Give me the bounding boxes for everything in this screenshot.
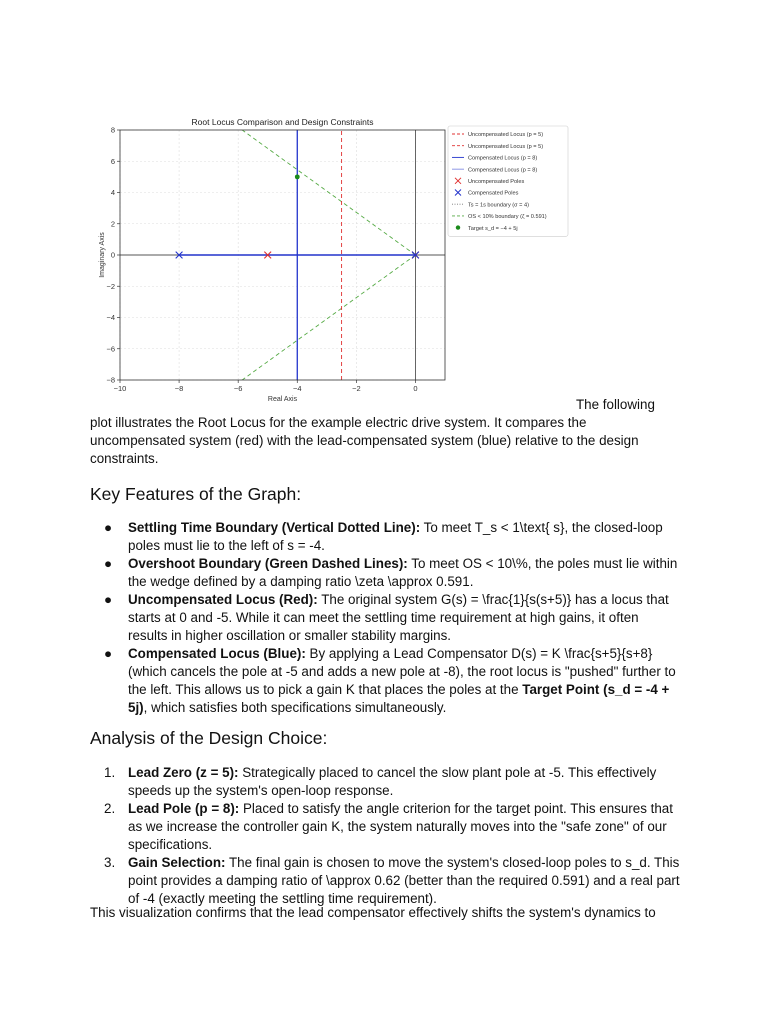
bullet-icon: ● (104, 520, 113, 535)
list-item (90, 591, 680, 645)
list-item (90, 800, 680, 854)
legend-label: Target s_d = −4 + 5j (468, 225, 518, 232)
item-title: Compensated Locus (Blue): (128, 646, 306, 661)
bullet-icon: ● (104, 592, 113, 607)
legend-label: Ts = 1s boundary (σ = 4) (468, 202, 529, 209)
intro-text-start: The following (576, 397, 655, 412)
legend-label: Uncompensated Poles (468, 179, 525, 185)
item-text: By applying a Lead Compensator D(s) = K \frac{s+5}{s+8} (which cancels the pole at -5 and adds a new pole at -8), the root locus is "pushed" further to the left. This allows us to pick a gain K that places the poles at the (128, 646, 676, 697)
x-axis-label: Real Axis (267, 396, 298, 403)
item-title: Gain Selection: (128, 855, 226, 870)
root-locus-chart (90, 110, 580, 410)
y-tick-label: 0 (110, 250, 115, 260)
section-heading-key-features: Key Features of the Graph: (90, 484, 302, 504)
legend-label: Compensated Locus (p = 8) (468, 167, 538, 174)
item-title-inline: Target Point (s_d = -4 + 5j) (128, 682, 670, 715)
x-tick-label: −6 (233, 384, 243, 393)
x-tick-label: −8 (174, 384, 184, 393)
bullet-icon: ● (104, 556, 113, 571)
item-number: 2. (104, 801, 116, 816)
key-features-list (90, 519, 680, 717)
item-text: Strategically placed to cancel the slow plant pole at -5. This effectively speeds up the system's open-loop response. (128, 765, 657, 798)
y-tick-label: −6 (106, 344, 115, 354)
legend-label: Compensated Poles (468, 190, 519, 197)
list-item (90, 555, 680, 591)
item-title: Overshoot Boundary (Green Dashed Lines): (128, 556, 408, 571)
bullet-icon: ● (104, 646, 113, 661)
os-boundary-line (123, 255, 416, 410)
y-tick-label: 2 (110, 219, 115, 229)
item-text: Placed to satisfy the angle criterion for the target point. This ensures that as we increase the controller gain K, the system naturally moves into the "safe zone" of our specifications. (128, 801, 673, 852)
legend-label: OS < 10% boundary (ζ = 0.591) (468, 214, 547, 221)
y-tick-label: −8 (106, 375, 115, 385)
item-text: The final gain is chosen to move the system's closed-loop poles to s_d. This point provides a damping ratio of \approx 0.62 (better than the required 0.591) and a real part of -4 (exactly meeting the settling time requirement). (128, 855, 680, 906)
list-item (90, 764, 680, 800)
legend-label: Compensated Locus (p = 8) (468, 155, 538, 162)
y-tick-label: 4 (110, 188, 115, 197)
item-title: Settling Time Boundary (Vertical Dotted Line): (128, 520, 421, 535)
x-tick-label: 0 (413, 384, 418, 393)
root-locus-figure (90, 110, 580, 410)
list-item (90, 645, 680, 717)
y-axis-label: Imaginary Axis (99, 232, 106, 278)
legend-swatch (456, 225, 460, 229)
os-boundary-line (123, 110, 416, 255)
item-text-tail: , which satisfies both specifications simultaneously. (143, 700, 447, 715)
analysis-list (90, 764, 680, 908)
item-number: 1. (104, 765, 116, 780)
section-heading-analysis: Analysis of the Design Choice: (90, 728, 328, 748)
list-item (90, 854, 680, 908)
chart-title: Root Locus Comparison and Design Constraints (191, 117, 374, 127)
item-title: Lead Zero (z = 5): (128, 765, 239, 780)
x-tick-label: −4 (292, 384, 302, 393)
target-point-marker (295, 174, 300, 179)
intro-paragraph: plot illustrates the Root Locus for the example electric drive system. It compares the uncompensated system (red) with the lead-compensated system (blue) relative to the design constraints. (90, 415, 639, 466)
list-item (90, 519, 680, 555)
x-tick-label: −10 (113, 384, 127, 393)
legend-label: Uncompensated Locus (p = 5) (468, 132, 544, 139)
y-tick-label: 6 (110, 156, 115, 166)
item-number: 3. (104, 855, 116, 870)
item-text: To meet OS < 10\%, the poles must lie within the wedge defined by a damping ratio \zeta \approx 0.591. (128, 556, 678, 589)
legend-label: Uncompensated Locus (p = 5) (468, 143, 544, 150)
x-tick-label: −2 (352, 384, 361, 393)
item-title: Lead Pole (p = 8): (128, 801, 240, 816)
y-tick-label: −4 (106, 313, 115, 322)
closing-paragraph: This visualization confirms that the lead compensator effectively shifts the system's dynamics to (90, 905, 656, 920)
y-tick-label: −2 (106, 281, 115, 291)
y-tick-label: 8 (110, 125, 115, 135)
item-title: Uncompensated Locus (Red): (128, 592, 318, 607)
item-text: To meet T_s < 1\text{ s}, the closed-loop poles must lie to the left of s = -4. (128, 520, 663, 553)
item-text: The original system G(s) = \frac{1}{s(s+5)} has a locus that starts at 0 and -5. While it can meet the settling time requirement at high gains, it often results in higher oscillation or smaller stability margins. (128, 592, 669, 643)
